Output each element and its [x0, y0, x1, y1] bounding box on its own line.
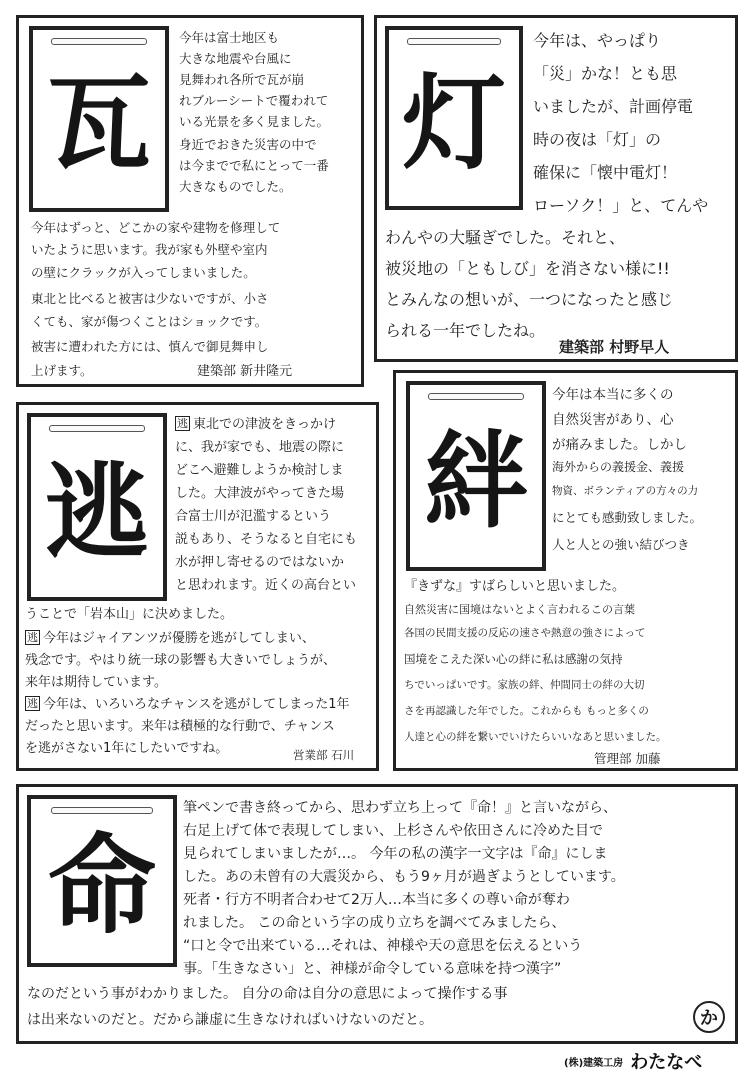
kanji-card-akari [385, 26, 523, 210]
text-line: いたように思います。我が家も外壁や室内 [31, 242, 268, 257]
section-inochi [16, 784, 738, 1044]
kanji-card-inochi [27, 795, 177, 967]
text-line: 「災」かな！とも思 [533, 64, 678, 83]
text-line: にとても感動致しました。 [552, 510, 703, 525]
text-line: 残念です。やはり統一球の影響も大きいでしょうが、 [25, 653, 336, 668]
text-line: 説もあり、そうなると自宅にも [175, 532, 358, 547]
text-line: られる一年でしたね。 [385, 321, 546, 340]
text-line: を逃がさない1年にしたいですね。 [25, 741, 229, 756]
text-line: の壁にクラックが入ってしまいました。 [31, 265, 256, 280]
kanji-card-nigeru [27, 413, 167, 601]
text-line: なのだという事がわかりました。 自分の命は自分の意思によって操作する事 [27, 986, 508, 1002]
text-line: 大きなものでした。 [179, 179, 292, 194]
text-line [175, 413, 336, 432]
text-line: 人達と心の絆を繋いでいけたらいいなあと思いました。 [404, 731, 667, 743]
text-line: と思われます。近くの高台とい [175, 578, 356, 593]
text-line: どこへ避難しようか検討しま [175, 463, 344, 478]
text-line: 死者・行方不明者合わせて2万人…本当に多くの尊い命が奪わ [183, 892, 570, 908]
text-line: した。大津波がやってきた場 [175, 486, 345, 501]
kanji-kizuna: 絆 [423, 419, 528, 542]
kanji-akari: 灯 [401, 61, 506, 184]
signature-akari: 建築部 村野早人 [559, 338, 670, 356]
text-line: いる光景を多く見ました。 [179, 114, 330, 129]
text-line: 『きずな』すばらしいと思いました。 [404, 579, 626, 594]
text-line: “口と令で出来ている…それは、神様や天の意思を伝えるという [183, 938, 583, 954]
kanji-nigeru: 逃 [44, 450, 149, 573]
section-nigeru [16, 402, 379, 771]
paragraph-marker: 逃 [27, 697, 38, 710]
text-line: 時の夜は「灯」の [533, 130, 662, 149]
text-line: 見舞われ各所で瓦が崩 [179, 72, 305, 87]
text-line: 被害に遭われた方には、慎んで御見舞申し [31, 339, 269, 354]
text-line: 水が押し寄せるのではないか [175, 555, 345, 570]
paragraph-marker: 逃 [177, 417, 188, 430]
text-line: ちでいっぱいです。家族の絆、仲間同士の絆の大切 [404, 679, 645, 691]
text-line: 今年は本当に多くの [552, 387, 674, 403]
kanji-kawara: 瓦 [46, 62, 151, 185]
paragraph-marker: 逃 [27, 631, 38, 644]
text-line: 事。「生きなさい」と、神様が命令している意味を持つ漢字” [183, 961, 562, 977]
line-text: 東北での津波をきっかけ [193, 417, 337, 432]
text-line: いましたが、計画停電 [533, 97, 694, 116]
section-kizuna [393, 370, 738, 771]
company-prefix: (株)建築工房 [564, 1058, 624, 1069]
text-line: 被災地の「ともしび」を消さない様に!! [385, 259, 670, 278]
text-line: わんやの大騒ぎでした。それと、 [385, 228, 626, 247]
text-line: は出来ないのだと。だから謙虚に生きなければいけないのだと。 [27, 1012, 433, 1028]
text-line [25, 693, 350, 712]
text-line: だったと思います。来年は積極的な行動で、チャンス [25, 719, 335, 734]
text-line: 今年はずっと、どこかの家や建物を修理して [31, 220, 281, 235]
signature-kizuna: 管理部 加藤 [594, 751, 661, 766]
text-line: れブルーシートで覆われて [179, 93, 329, 108]
line-text: 今年はジャイアンツが優勝を逃がしてしまい、 [43, 631, 315, 646]
text-line: 東北と比べると被害は少ないですが、小さ [31, 291, 269, 306]
text-line: ローソク！」と、てんや [533, 196, 709, 215]
text-line: 今年は、やっぱり [533, 31, 662, 50]
text-line: 今年は富士地区も [179, 30, 280, 45]
text-line: 海外からの義援金、義援 [552, 460, 685, 474]
signature-nigeru: 営業部 石川 [293, 748, 355, 762]
section-akari [374, 15, 738, 362]
text-line: うことで「岩本山」に決めました。 [25, 607, 234, 622]
kanji-inochi: 命 [47, 823, 156, 949]
text-line: 身近でおきた災害の中で [179, 137, 317, 152]
text-line: 大きな地震や台風に [179, 51, 292, 66]
text-line: 人と人との強い結びつき [552, 537, 690, 552]
text-line: とみんなの想いが、一つになったと感じ [385, 290, 674, 309]
text-line: 国境をこえた深い心の絆に私は感謝の気持 [404, 652, 623, 666]
line-text: 今年は、いろいろなチャンスを逃がしてしまった1年 [43, 697, 350, 712]
text-line: さを再認識した年でした。これからも もっと多くの [404, 705, 649, 717]
section-kawara [16, 15, 364, 387]
text-line: くても、家が傷つくことはショックです。 [31, 314, 268, 329]
text-line: が痛みました。しかし [552, 437, 687, 453]
text-line: 物資、ボランティアの方々の力 [552, 485, 699, 497]
text-line: 筆ペンで書き終ってから、思わず立ち上って『命！』と言いながら、 [183, 800, 617, 816]
text-line: 合富士川が氾濫するという [175, 509, 332, 524]
text-line: 確保に「懐中電灯！ [533, 163, 678, 182]
text-line: 自然災害に国境はないとよく言われるこの言葉 [404, 603, 635, 616]
signature-kawara: 建築部 新井隆元 [197, 364, 293, 379]
text-line: 上げます。 [31, 363, 93, 378]
text-line: は今までで私にとって一番 [179, 158, 329, 173]
text-line: 来年は期待しています。 [25, 675, 167, 690]
kanji-card-kawara [29, 26, 169, 212]
text-line: した。あの未曾有の大震災から、もう9ヶ月が過ぎようとしています。 [183, 869, 625, 885]
circle-ka-badge: か [693, 1001, 725, 1033]
kanji-card-kizuna [406, 381, 546, 571]
text-line: に、我が家でも、地震の際に [175, 440, 345, 455]
text-line: 自然災害があり、心 [552, 412, 674, 428]
text-line: 見られてしまいましたが…。 今年の私の漢字一文字は『命』にしま [183, 846, 608, 862]
text-line: 各国の民間支援の反応の速さや熱意の強さによって [404, 627, 646, 639]
text-line: れました。 この命という字の成り立ちを調べてみましたら、 [183, 915, 566, 931]
footer-brand [564, 1048, 702, 1074]
text-line: 右足上げて体で表現してしまい、上杉さんや依田さんに冷めた目で [183, 823, 603, 839]
company-name: わたなべ [630, 1052, 703, 1073]
text-line [25, 627, 315, 646]
